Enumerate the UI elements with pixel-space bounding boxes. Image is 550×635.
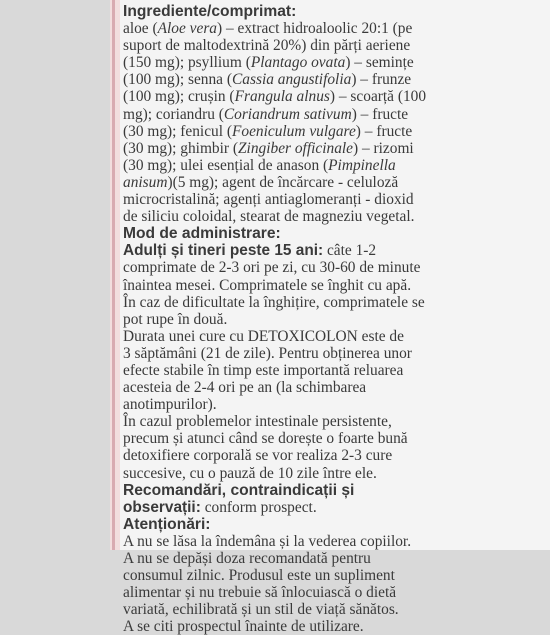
- ingredient-line: (30 mg); ghimbir (Zingiber officinale) – rizomi: [123, 139, 414, 157]
- warnings-text: [123, 533, 546, 635]
- ingredients-heading: Ingrediente/comprimat:: [123, 3, 297, 20]
- ingredient-line: mg); coriandru (Coriandrum sativum) – fructe: [123, 105, 409, 123]
- adult-label: Adulți și tineri peste 15 ani:: [123, 242, 324, 260]
- admin-line: anotimpurilor).: [123, 396, 217, 414]
- warning-line: variată, echilibrată și un stil de viață sănătos.: [123, 601, 399, 619]
- admin-line: acesteia de 2-4 ori pe an (la schimbarea: [123, 379, 367, 397]
- ingredient-line: (30 mg); ulei esențial de anason (Pimpinella: [123, 156, 396, 174]
- warning-line: consumul zilnic. Produsul este un supliment: [123, 567, 395, 585]
- warnings-heading: Atenționări:: [123, 515, 211, 533]
- ingredient-line: (150 mg); psyllium (Plantago ovata) – semințe: [123, 54, 414, 72]
- recommendations-heading: Recomandări, contraindicații și: [123, 481, 355, 499]
- admin-line: 3 săptămâni (21 de zile). Pentru obținerea unor: [123, 344, 412, 362]
- admin-line: detoxifiere corporală se vor realiza 2-3 cure: [123, 447, 393, 465]
- admin-line: Adulți și tineri peste 15 ani: câte 1-2: [123, 242, 377, 260]
- warning-line: alimentar și nu trebuie să înlocuiască o dietă: [123, 584, 397, 602]
- ingredient-line: aloe (Aloe vera) – extract hidroaloolic 20:1 (pe: [123, 20, 413, 38]
- admin-line: efecte stabile în timp este importantă reluarea: [123, 361, 404, 379]
- admin-line: pot rupe în două.: [123, 310, 228, 328]
- warning-line: A nu se lăsa la îndemâna și la vederea copiilor.: [123, 532, 412, 550]
- admin-line: Durata unei cure cu DETOXICOLON este de: [123, 327, 404, 345]
- ingredients-list: [123, 20, 546, 225]
- admin-line: comprimate de 2-3 ori pe zi, cu 30-60 de minute: [123, 259, 421, 277]
- warning-line: A nu se depăși doza recomandată pentru: [123, 550, 371, 567]
- ingredient-line: de siliciu coloidal, stearat de magneziu vegetal.: [123, 208, 415, 226]
- admin-line: succesive, cu o pauză de 10 zile între ele.: [123, 464, 377, 482]
- admin-line: În caz de dificultate la înghițire, comprimatele se: [123, 293, 425, 311]
- ingredient-line: (30 mg); fenicul (Foeniculum vulgare) – fructe: [123, 122, 413, 140]
- admin-heading: Mod de administrare:: [123, 225, 281, 243]
- label-text: [123, 0, 546, 635]
- ingredient-line: (100 mg); senna (Cassia angustifolia) – frunze: [123, 71, 412, 89]
- pink-edge-line: [112, 0, 115, 550]
- admin-line: înaintea mesei. Comprimatele se înghit cu apă.: [123, 276, 412, 294]
- ingredient-line: microcristalină; agenți antiaglomeranți - dioxid: [123, 191, 414, 209]
- ingredient-line: suport de maltodextrină 20%) din părți aeriene: [123, 37, 411, 55]
- admin-text: [123, 259, 546, 481]
- ingredient-line: (100 mg); crușin (Frangula alnus) – scoarță (100: [123, 88, 427, 106]
- ingredient-line: anisum)(5 mg); agent de încărcare - celuloză: [123, 173, 399, 191]
- admin-line: precum și atunci când se dorește o foarte bună: [123, 430, 408, 448]
- recommendations-line: observații: conform prospect.: [123, 498, 317, 516]
- warning-line: A se citi prospectul înainte de utilizare.: [123, 618, 364, 635]
- admin-line: În cazul problemelor intestinale persistente,: [123, 413, 392, 431]
